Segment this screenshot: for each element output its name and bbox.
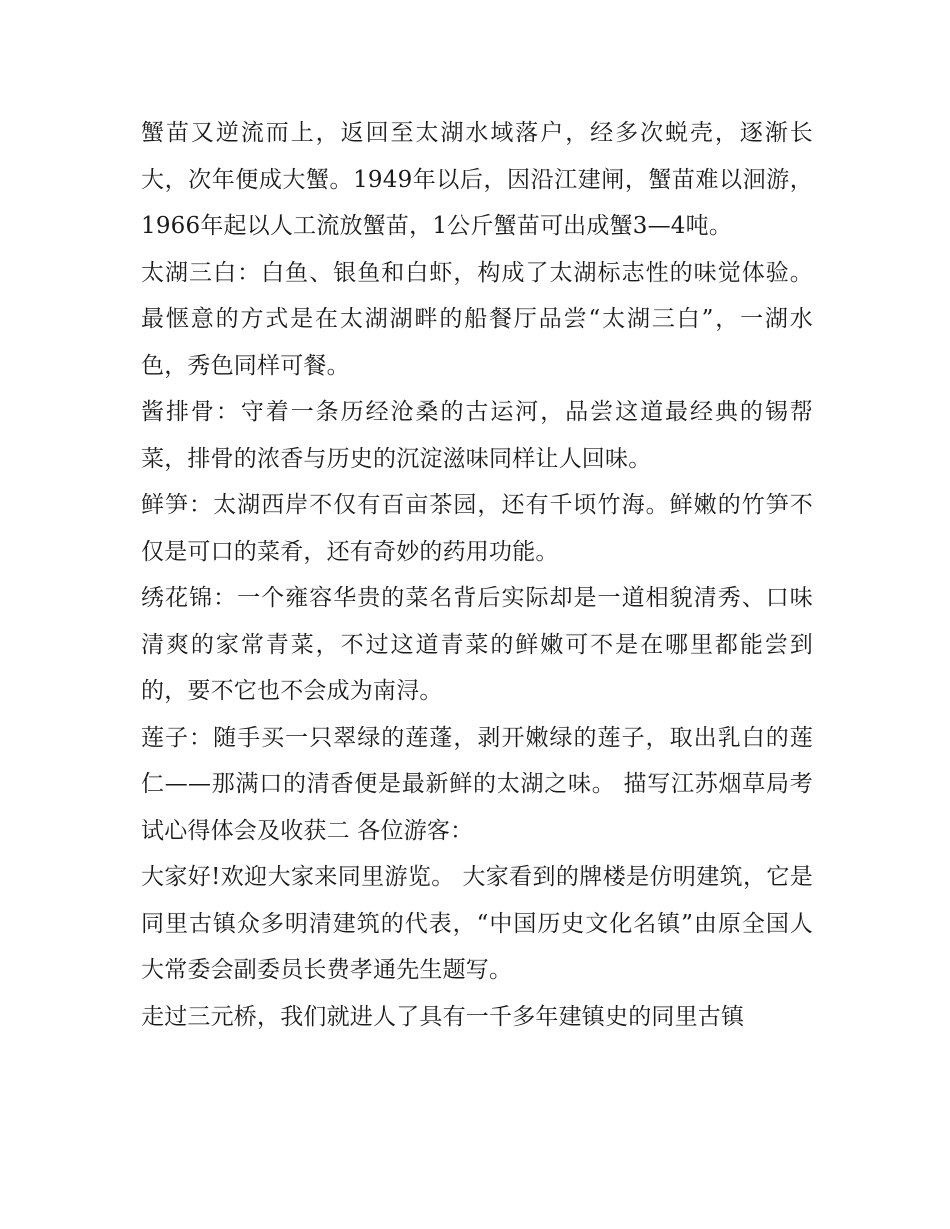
paragraph-taihu-three-whites: 太湖三白：白鱼、银鱼和白虾，构成了太湖标志性的味觉体验。最惬意的方式是在太湖湖畔的船餐厅品尝“太湖三白”，一湖水色，秀色同样可餐。 — [141, 259, 813, 379]
paragraph-lotus-seeds: 莲子：随手买一只翠绿的莲蓬，剥开嫩绿的莲子，取出乳白的莲仁——那满口的清香便是最新鲜的太湖之味。 描写江苏烟草局考试心得体会及收获二 各位游客： — [141, 724, 813, 844]
paragraph-braised-spareribs: 酱排骨：守着一条历经沧桑的古运河，品尝这道最经典的锡帮菜，排骨的浓香与历史的沉淀滋味同样让人回味。 — [141, 399, 813, 472]
paragraph-xiuhuajin: 绣花锦：一个雍容华贵的菜名背后实际却是一道相貌清秀、口味清爽的家常青菜，不过这道青菜的鲜嫩可不是在哪里都能尝到的，要不它也不会成为南浔。 — [141, 585, 813, 704]
paragraph-crab-history: 蟹苗又逆流而上，返回至太湖水域落户，经多次蜕壳，逐渐长大，次年便成大蟹。1949年以后，因沿江建闸，蟹苗难以洄游，1966年起以人工流放蟹苗，1公斤蟹苗可出成蟹3—4吨。 — [141, 120, 813, 239]
paragraph-sanyuan-bridge: 走过三元桥，我们就进人了具有一千多年建镇史的同里古镇 — [141, 1003, 745, 1030]
document-body — [141, 110, 813, 1040]
paragraph-fresh-bamboo-shoots: 鲜笋：太湖西岸不仅有百亩茶园，还有千顷竹海。鲜嫩的竹笋不仅是可口的菜肴，还有奇妙的药用功能。 — [141, 492, 813, 565]
paragraph-tongli-welcome: 大家好!欢迎大家来同里游览。 大家看到的牌楼是仿明建筑，它是同里古镇众多明清建筑的代表，“中国历史文化名镇”由原全国人大常委会副委员长费孝通先生题写。 — [141, 864, 813, 983]
